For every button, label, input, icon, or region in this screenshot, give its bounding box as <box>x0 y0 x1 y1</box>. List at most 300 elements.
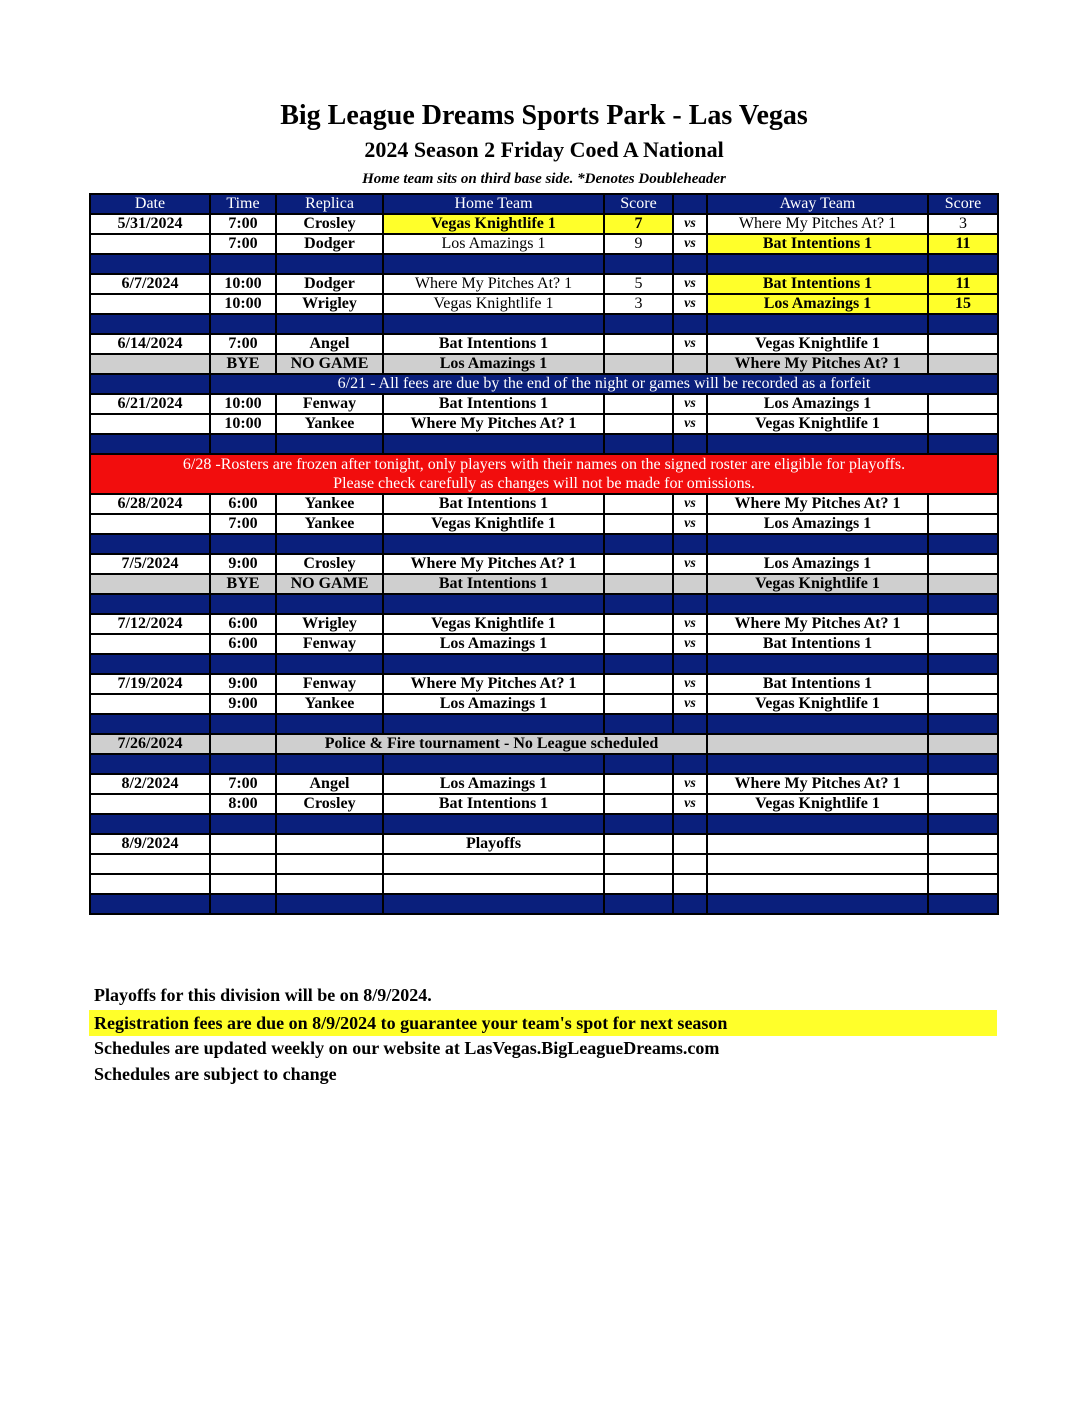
separator-cell <box>383 714 604 734</box>
col-header-home-score: Score <box>604 194 673 214</box>
separator-cell <box>928 534 998 554</box>
date-cell: 6/7/2024 <box>90 274 210 294</box>
away-score-cell <box>928 634 998 654</box>
col-header-away-team: Away Team <box>707 194 928 214</box>
vs-cell: vs <box>673 514 707 534</box>
replica-cell: Fenway <box>276 634 383 654</box>
time-cell: BYE <box>210 354 276 374</box>
page-title: Big League Dreams Sports Park - Las Vegas <box>280 100 808 131</box>
game-row <box>90 494 998 514</box>
separator-cell <box>928 894 998 914</box>
separator-row <box>90 654 998 674</box>
date-cell: 7/12/2024 <box>90 614 210 634</box>
separator-cell <box>673 894 707 914</box>
vs-cell <box>673 874 707 894</box>
time-cell: 9:00 <box>210 554 276 574</box>
date-cell: 6/14/2024 <box>90 334 210 354</box>
home-score-cell: 3 <box>604 294 673 314</box>
away-score-cell <box>928 394 998 414</box>
time-cell <box>210 834 276 854</box>
away-score-cell <box>928 694 998 714</box>
separator-row <box>90 814 998 834</box>
away-score-cell <box>928 674 998 694</box>
date-cell <box>90 234 210 254</box>
roster-alert-row <box>90 454 998 494</box>
game-row <box>90 554 998 574</box>
game-row <box>90 854 998 874</box>
col-header-replica: Replica <box>276 194 383 214</box>
date-cell: 5/31/2024 <box>90 214 210 234</box>
page-subtitle: 2024 Season 2 Friday Coed A National <box>364 137 724 162</box>
away-team-cell <box>707 874 928 894</box>
home-score-cell <box>604 494 673 514</box>
separator-row <box>90 714 998 734</box>
replica-cell: Crosley <box>276 794 383 814</box>
separator-cell <box>707 314 928 334</box>
separator-cell <box>90 594 210 614</box>
separator-cell <box>276 654 383 674</box>
home-score-cell <box>604 414 673 434</box>
separator-cell <box>383 754 604 774</box>
time-cell: 8:00 <box>210 794 276 814</box>
separator-cell <box>276 894 383 914</box>
home-score-cell <box>604 574 673 594</box>
separator-row <box>90 594 998 614</box>
away-team-cell: Los Amazings 1 <box>707 554 928 574</box>
separator-cell <box>928 654 998 674</box>
separator-cell <box>276 714 383 734</box>
home-score-cell <box>604 694 673 714</box>
home-team-cell: Where My Pitches At? 1 <box>383 274 604 294</box>
separator-cell <box>673 314 707 334</box>
separator-cell <box>383 434 604 454</box>
roster-alert-line: 6/28 -Rosters are frozen after tonight, only players with their names on the signed roster are eligible for playoffs. <box>182 456 906 473</box>
separator-cell <box>673 814 707 834</box>
separator-cell <box>707 654 928 674</box>
separator-cell <box>276 254 383 274</box>
replica-cell: Wrigley <box>276 294 383 314</box>
separator-cell <box>673 654 707 674</box>
home-team-note: Home team sits on third base side. *Denotes Doubleheader <box>362 171 726 187</box>
away-score-cell <box>928 614 998 634</box>
away-team-cell: Bat Intentions 1 <box>707 674 928 694</box>
vs-cell: vs <box>673 674 707 694</box>
separator-cell <box>210 534 276 554</box>
away-score-cell <box>928 554 998 574</box>
separator-cell <box>604 254 673 274</box>
playoffs-note: Playoffs for this division will be on 8/9/2024. <box>94 985 432 1005</box>
time-cell: 9:00 <box>210 674 276 694</box>
away-score-cell <box>928 414 998 434</box>
time-cell: 7:00 <box>210 774 276 794</box>
separator-cell <box>673 714 707 734</box>
away-score-cell: 11 <box>928 234 998 254</box>
time-cell: 10:00 <box>210 394 276 414</box>
home-team-cell: Los Amazings 1 <box>383 234 604 254</box>
time-cell: 10:00 <box>210 294 276 314</box>
away-team-cell: Vegas Knightlife 1 <box>707 414 928 434</box>
separator-cell <box>210 894 276 914</box>
date-cell <box>90 574 210 594</box>
separator-cell <box>90 434 210 454</box>
replica-cell: Yankee <box>276 514 383 534</box>
separator-cell <box>90 534 210 554</box>
home-team-cell: Where My Pitches At? 1 <box>383 554 604 574</box>
separator-cell <box>210 754 276 774</box>
time-cell <box>210 854 276 874</box>
date-cell <box>90 354 210 374</box>
separator-cell <box>276 754 383 774</box>
date-cell <box>90 294 210 314</box>
separator-cell <box>276 534 383 554</box>
away-team-cell: Where My Pitches At? 1 <box>707 494 928 514</box>
separator-cell <box>707 894 928 914</box>
home-team-cell <box>383 874 604 894</box>
col-header-away-score: Score <box>928 194 998 214</box>
time-cell: BYE <box>210 574 276 594</box>
replica-cell: Wrigley <box>276 614 383 634</box>
home-team-cell: Vegas Knightlife 1 <box>383 514 604 534</box>
tournament-text: Police & Fire tournament - No League scheduled <box>276 734 707 754</box>
time-cell: 7:00 <box>210 334 276 354</box>
separator-cell <box>210 434 276 454</box>
vs-cell: vs <box>673 334 707 354</box>
date-cell <box>90 694 210 714</box>
separator-cell <box>604 894 673 914</box>
game-row <box>90 874 998 894</box>
date-cell <box>90 414 210 434</box>
away-team-cell: Bat Intentions 1 <box>707 234 928 254</box>
away-score-cell <box>928 874 998 894</box>
date-cell <box>90 854 210 874</box>
notice-row <box>90 374 998 394</box>
home-team-cell: Vegas Knightlife 1 <box>383 294 604 314</box>
away-score-cell <box>928 574 998 594</box>
separator-cell <box>673 254 707 274</box>
separator-cell <box>928 594 998 614</box>
separator-cell <box>673 534 707 554</box>
separator-cell <box>928 314 998 334</box>
game-row <box>90 294 998 314</box>
date-cell <box>90 514 210 534</box>
table-header-row <box>90 194 998 214</box>
home-score-cell <box>604 834 673 854</box>
date-cell <box>90 634 210 654</box>
home-team-cell: Bat Intentions 1 <box>383 494 604 514</box>
notice-spacer <box>90 374 210 394</box>
time-cell: 6:00 <box>210 494 276 514</box>
away-score-cell: 11 <box>928 274 998 294</box>
vs-cell: vs <box>673 614 707 634</box>
separator-cell <box>383 534 604 554</box>
separator-cell <box>673 434 707 454</box>
separator-cell <box>276 814 383 834</box>
home-team-cell: Where My Pitches At? 1 <box>383 414 604 434</box>
game-row <box>90 674 998 694</box>
replica-cell: Angel <box>276 774 383 794</box>
separator-cell <box>276 314 383 334</box>
home-score-cell: 7 <box>604 214 673 234</box>
date-cell: 7/5/2024 <box>90 554 210 574</box>
separator-cell <box>276 594 383 614</box>
separator-cell <box>604 714 673 734</box>
separator-cell <box>673 594 707 614</box>
separator-cell <box>383 654 604 674</box>
time-cell: 6:00 <box>210 614 276 634</box>
separator-cell <box>90 714 210 734</box>
tournament-row <box>90 734 998 754</box>
separator-cell <box>90 314 210 334</box>
game-row <box>90 334 998 354</box>
home-score-cell <box>604 774 673 794</box>
game-row <box>90 614 998 634</box>
away-team-cell <box>707 854 928 874</box>
home-score-cell <box>604 794 673 814</box>
away-score-cell <box>928 734 998 754</box>
home-team-cell: Vegas Knightlife 1 <box>383 214 604 234</box>
replica-cell <box>276 834 383 854</box>
away-team-cell: Where My Pitches At? 1 <box>707 614 928 634</box>
vs-cell: vs <box>673 414 707 434</box>
away-team-cell: Los Amazings 1 <box>707 514 928 534</box>
time-cell: 10:00 <box>210 274 276 294</box>
separator-cell <box>383 894 604 914</box>
date-cell: 8/2/2024 <box>90 774 210 794</box>
home-team-cell: Los Amazings 1 <box>383 634 604 654</box>
home-score-cell: 9 <box>604 234 673 254</box>
replica-cell: NO GAME <box>276 354 383 374</box>
vs-cell: vs <box>673 494 707 514</box>
home-score-cell <box>604 394 673 414</box>
separator-cell <box>383 814 604 834</box>
separator-cell <box>210 254 276 274</box>
separator-cell <box>707 254 928 274</box>
separator-row <box>90 434 998 454</box>
away-score-cell <box>928 834 998 854</box>
separator-cell <box>383 254 604 274</box>
separator-cell <box>707 594 928 614</box>
separator-cell <box>276 434 383 454</box>
col-header-vs <box>673 194 707 214</box>
date-cell: 7/26/2024 <box>90 734 210 754</box>
home-score-cell <box>604 554 673 574</box>
home-team-cell: Los Amazings 1 <box>383 774 604 794</box>
replica-cell <box>276 874 383 894</box>
away-team-cell: Los Amazings 1 <box>707 294 928 314</box>
vs-cell: vs <box>673 794 707 814</box>
vs-cell: vs <box>673 774 707 794</box>
home-score-cell <box>604 334 673 354</box>
separator-cell <box>90 254 210 274</box>
separator-cell <box>673 754 707 774</box>
away-team-cell: Vegas Knightlife 1 <box>707 574 928 594</box>
separator-cell <box>90 654 210 674</box>
replica-cell: Fenway <box>276 674 383 694</box>
separator-cell <box>707 714 928 734</box>
replica-cell: Crosley <box>276 214 383 234</box>
separator-cell <box>604 434 673 454</box>
home-score-cell <box>604 674 673 694</box>
separator-cell <box>210 814 276 834</box>
bye-row <box>90 354 998 374</box>
vs-cell: vs <box>673 234 707 254</box>
away-team-cell: Where My Pitches At? 1 <box>707 214 928 234</box>
away-score-cell <box>928 794 998 814</box>
time-cell <box>210 874 276 894</box>
game-row <box>90 274 998 294</box>
home-score-cell <box>604 354 673 374</box>
time-cell: 7:00 <box>210 214 276 234</box>
home-score-cell <box>604 854 673 874</box>
time-cell: 7:00 <box>210 234 276 254</box>
vs-cell: vs <box>673 394 707 414</box>
away-score-cell <box>928 354 998 374</box>
vs-cell <box>673 834 707 854</box>
game-row <box>90 774 998 794</box>
separator-cell <box>210 654 276 674</box>
separator-cell <box>928 754 998 774</box>
game-row <box>90 214 998 234</box>
separator-row <box>90 894 998 914</box>
date-cell <box>90 874 210 894</box>
separator-cell <box>604 534 673 554</box>
time-cell: 6:00 <box>210 634 276 654</box>
vs-cell <box>673 354 707 374</box>
away-team-cell: Los Amazings 1 <box>707 394 928 414</box>
vs-cell: vs <box>673 274 707 294</box>
separator-cell <box>210 314 276 334</box>
away-team-cell: Bat Intentions 1 <box>707 634 928 654</box>
game-row <box>90 694 998 714</box>
separator-cell <box>90 894 210 914</box>
separator-cell <box>210 714 276 734</box>
separator-cell <box>210 594 276 614</box>
away-team-cell: Where My Pitches At? 1 <box>707 354 928 374</box>
vs-cell: vs <box>673 694 707 714</box>
website-note: Schedules are updated weekly on our website at LasVegas.BigLeagueDreams.com <box>94 1038 720 1058</box>
separator-cell <box>707 754 928 774</box>
game-row <box>90 234 998 254</box>
replica-cell <box>276 854 383 874</box>
time-cell <box>210 734 276 754</box>
home-team-cell <box>383 854 604 874</box>
schedule-body <box>90 214 998 914</box>
replica-cell: Yankee <box>276 694 383 714</box>
game-row <box>90 394 998 414</box>
away-team-cell <box>707 834 928 854</box>
separator-cell <box>383 314 604 334</box>
separator-cell <box>604 314 673 334</box>
away-team-cell: Vegas Knightlife 1 <box>707 794 928 814</box>
home-team-cell: Los Amazings 1 <box>383 694 604 714</box>
away-team-cell: Bat Intentions 1 <box>707 274 928 294</box>
away-team-cell: Vegas Knightlife 1 <box>707 694 928 714</box>
away-score-cell <box>928 854 998 874</box>
separator-cell <box>90 754 210 774</box>
time-cell: 9:00 <box>210 694 276 714</box>
registration-note: Registration fees are due on 8/9/2024 to guarantee your team's spot for next season <box>89 1010 997 1036</box>
change-note: Schedules are subject to change <box>94 1064 337 1084</box>
home-team-cell: Los Amazings 1 <box>383 354 604 374</box>
separator-cell <box>707 534 928 554</box>
vs-cell: vs <box>673 214 707 234</box>
separator-cell <box>707 814 928 834</box>
away-score-cell: 15 <box>928 294 998 314</box>
away-team-cell <box>707 734 928 754</box>
replica-cell: Dodger <box>276 234 383 254</box>
away-score-cell <box>928 494 998 514</box>
away-team-cell: Vegas Knightlife 1 <box>707 334 928 354</box>
separator-cell <box>928 434 998 454</box>
col-header-date: Date <box>90 194 210 214</box>
col-header-home-team: Home Team <box>383 194 604 214</box>
away-score-cell: 3 <box>928 214 998 234</box>
vs-cell: vs <box>673 294 707 314</box>
separator-row <box>90 254 998 274</box>
time-cell: 10:00 <box>210 414 276 434</box>
home-team-cell: Bat Intentions 1 <box>383 394 604 414</box>
separator-cell <box>604 814 673 834</box>
separator-row <box>90 754 998 774</box>
away-team-cell: Where My Pitches At? 1 <box>707 774 928 794</box>
separator-cell <box>90 814 210 834</box>
replica-cell: Fenway <box>276 394 383 414</box>
separator-cell <box>928 714 998 734</box>
date-cell: 6/28/2024 <box>90 494 210 514</box>
home-score-cell <box>604 614 673 634</box>
replica-cell: Yankee <box>276 494 383 514</box>
game-row <box>90 834 998 854</box>
bye-row <box>90 574 998 594</box>
schedule-table <box>89 193 999 915</box>
vs-cell <box>673 854 707 874</box>
replica-cell: Dodger <box>276 274 383 294</box>
date-cell <box>90 794 210 814</box>
game-row <box>90 794 998 814</box>
separator-cell <box>928 254 998 274</box>
game-row <box>90 514 998 534</box>
home-score-cell: 5 <box>604 274 673 294</box>
date-cell: 7/19/2024 <box>90 674 210 694</box>
home-team-cell: Bat Intentions 1 <box>383 574 604 594</box>
home-team-cell: Playoffs <box>383 834 604 854</box>
col-header-time: Time <box>210 194 276 214</box>
home-team-cell: Bat Intentions 1 <box>383 794 604 814</box>
roster-alert-line: Please check carefully as changes will not be made for omissions. <box>333 475 755 492</box>
replica-cell: Crosley <box>276 554 383 574</box>
separator-row <box>90 314 998 334</box>
replica-cell: Yankee <box>276 414 383 434</box>
game-row <box>90 634 998 654</box>
date-cell: 6/21/2024 <box>90 394 210 414</box>
home-score-cell <box>604 634 673 654</box>
game-row <box>90 414 998 434</box>
separator-row <box>90 534 998 554</box>
separator-cell <box>604 654 673 674</box>
vs-cell <box>673 574 707 594</box>
separator-cell <box>604 594 673 614</box>
replica-cell: NO GAME <box>276 574 383 594</box>
separator-cell <box>928 814 998 834</box>
time-cell: 7:00 <box>210 514 276 534</box>
away-score-cell <box>928 514 998 534</box>
away-score-cell <box>928 334 998 354</box>
home-score-cell <box>604 514 673 534</box>
home-team-cell: Vegas Knightlife 1 <box>383 614 604 634</box>
home-team-cell: Where My Pitches At? 1 <box>383 674 604 694</box>
vs-cell: vs <box>673 634 707 654</box>
home-team-cell: Bat Intentions 1 <box>383 334 604 354</box>
